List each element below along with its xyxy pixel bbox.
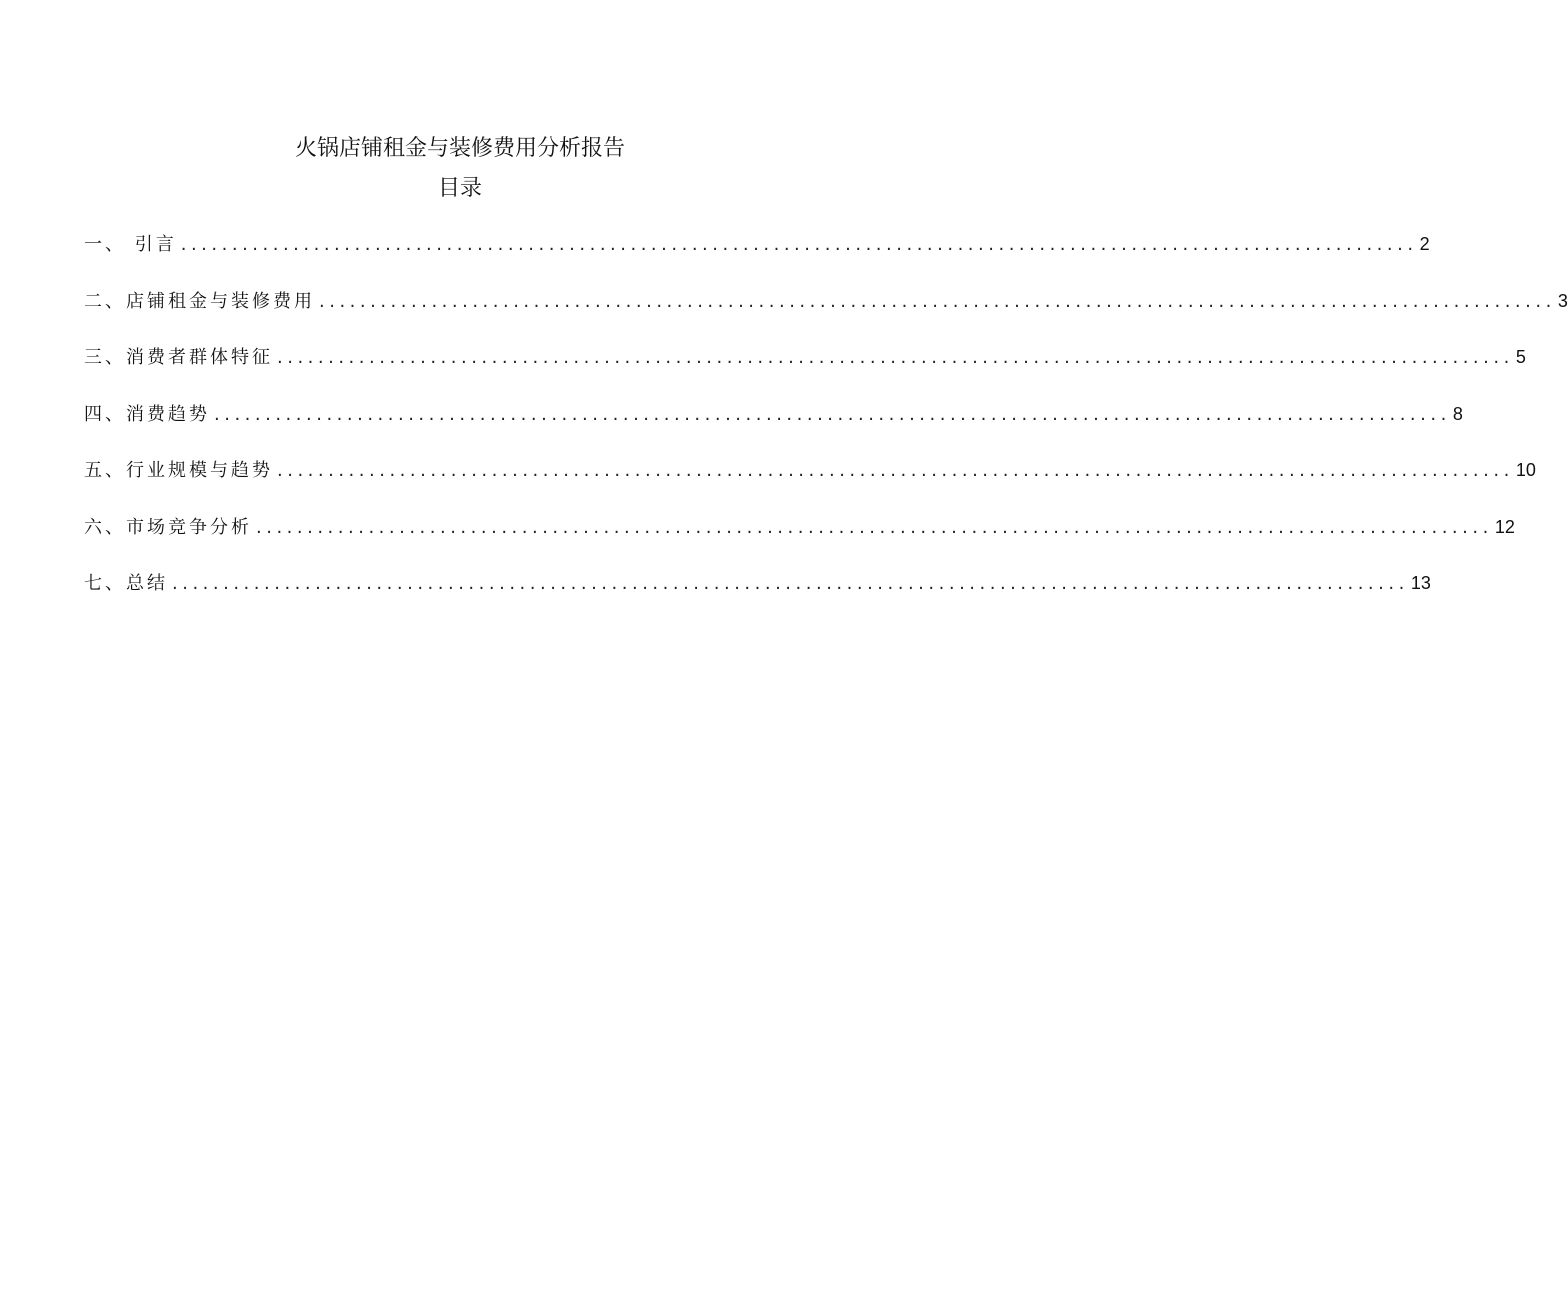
toc-entry-introduction[interactable] [84, 226, 1430, 283]
toc-entry-page: 8 [1452, 403, 1463, 424]
toc-entry-label: 五、行业规模与趋势 [84, 460, 273, 481]
toc-entry-rent-renovation[interactable] [84, 283, 1568, 340]
toc-entry-consumption-trends[interactable] [84, 396, 1463, 453]
toc-entry-page: 2 [1419, 234, 1430, 254]
toc-entry-page: 5 [1515, 347, 1526, 367]
toc-entry-label: 二、店铺租金与装修费用 [84, 290, 315, 312]
toc-dot-leader: ......................................................................................................................... [214, 403, 1451, 425]
toc-dot-leader: ......................................................................................................................... [277, 460, 1514, 481]
toc-entry-page: 3 [1557, 290, 1568, 311]
toc-entry-consumer-groups[interactable] [84, 339, 1526, 396]
toc-entry-summary[interactable] [84, 565, 1431, 622]
toc-entry-page: 13 [1410, 573, 1431, 593]
toc-entry-label: 四、消费趋势 [84, 403, 210, 425]
toc-dot-leader: ......................................................................................................................... [256, 516, 1493, 538]
toc-dot-leader: ......................................................................................................................... [172, 573, 1409, 594]
toc-dot-leader: ......................................................................................................................... [277, 347, 1514, 368]
toc-entry-industry-scale[interactable] [84, 452, 1536, 509]
toc-entry-market-competition[interactable] [84, 509, 1515, 566]
toc-dot-leader: ......................................................................................................................... [319, 290, 1556, 312]
toc-entry-label: 六、市场竞争分析 [84, 516, 252, 538]
document-title: 火锅店铺租金与装修费用分析报告 [294, 136, 625, 161]
table-of-contents [84, 226, 1568, 622]
toc-entry-page: 12 [1494, 516, 1515, 537]
toc-dot-leader: ......................................................................................................................... [180, 234, 1418, 255]
toc-entry-label: 七、总结 [84, 573, 168, 594]
toc-entry-label: 三、消费者群体特征 [84, 347, 273, 368]
toc-entry-page: 10 [1515, 460, 1536, 480]
toc-heading: 目录 [437, 176, 482, 201]
toc-entry-label: 一、 引言 [84, 234, 177, 255]
